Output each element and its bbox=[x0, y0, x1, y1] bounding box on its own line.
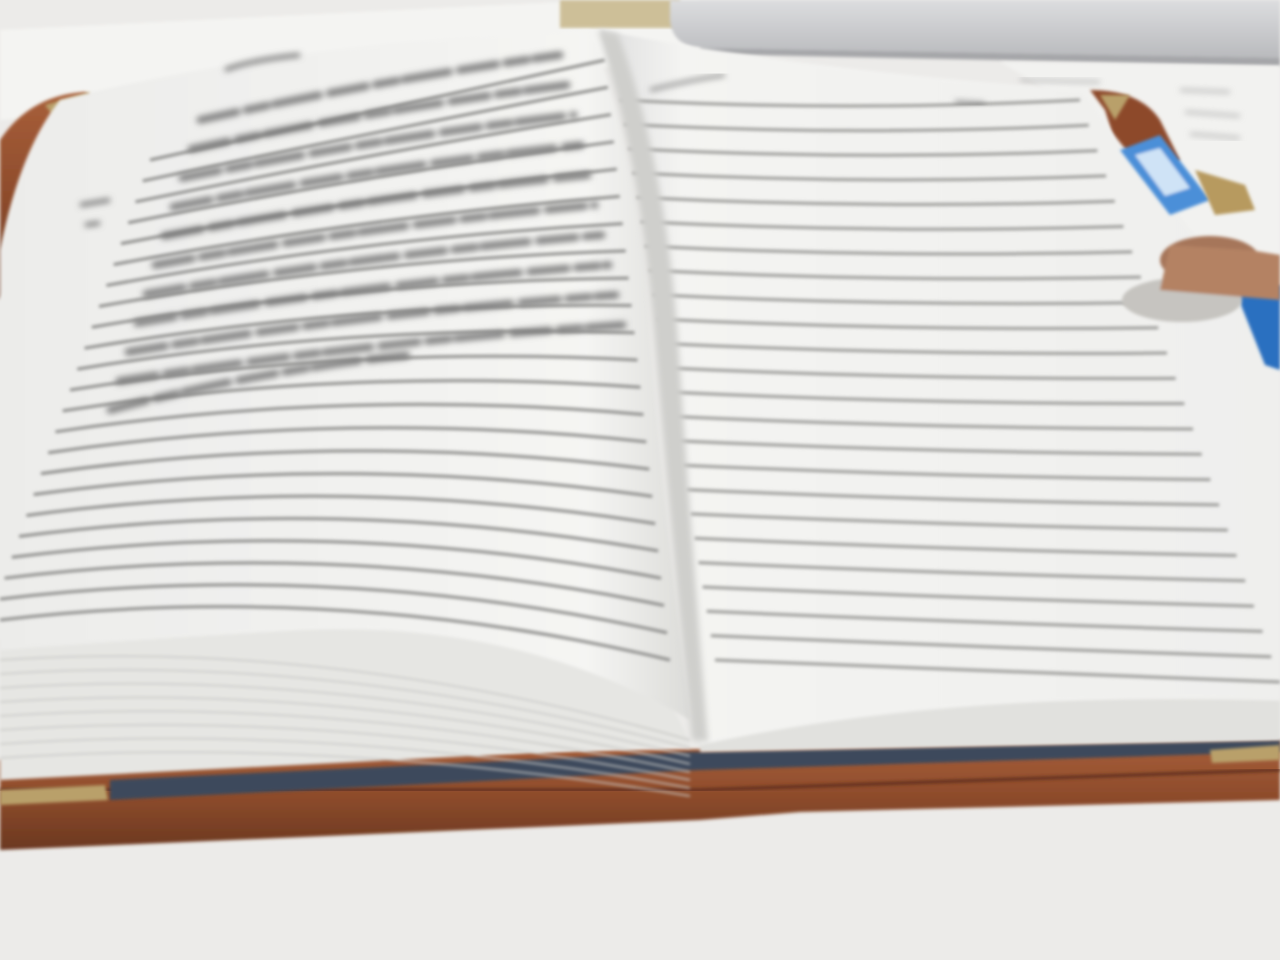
straw-mat bbox=[560, 0, 680, 28]
